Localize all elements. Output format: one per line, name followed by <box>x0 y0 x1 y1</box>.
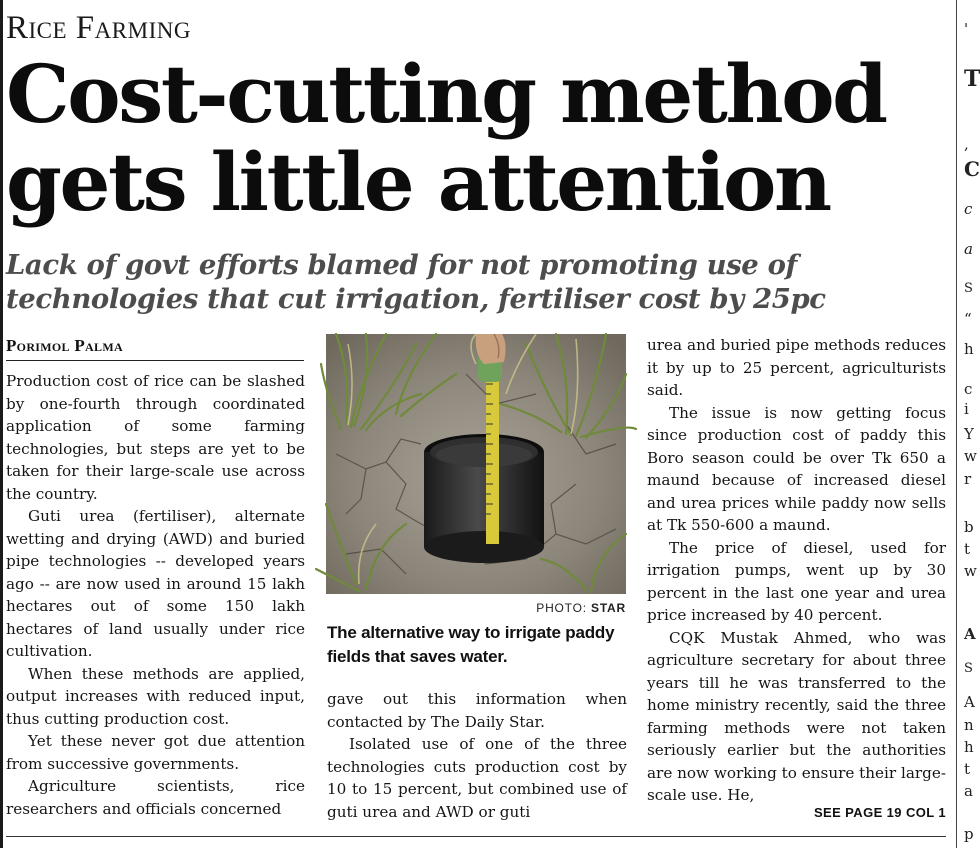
left-page-rule <box>0 0 3 848</box>
paragraph: gave out this information when contacted by The Daily Star. <box>327 690 627 731</box>
paragraph: Isolated use of one of the three technologies cuts production cost by 10 to 15 percent, but combined use of guti urea and AWD or guti <box>327 735 627 821</box>
byline: Porimol Palma <box>6 336 304 361</box>
paddy-field-photo <box>326 334 626 594</box>
paragraph: Guti urea (fertiliser), alternate wetting and drying (AWD) and buried pipe technologies -- developed years ago -- are now used in around 15 lakh hectares out of some 150 lakh hectares of land usually under rice cultivation. <box>6 507 305 660</box>
paragraph: urea and buried pipe methods reduces it by up to 25 percent, agriculturists said. <box>647 336 946 399</box>
adjacent-article-edge: ' T , C c a S “ h c i Y w r b t w A S A n h t a p <box>964 20 980 843</box>
photo-credit-source: STAR <box>591 601 626 615</box>
photo-caption: The alternative way to irrigate paddy fields that saves water. <box>327 623 615 666</box>
paragraph: When these methods are applied, output increases with reduced input, thus cutting production cost. <box>6 664 305 728</box>
paragraph: Production cost of rice can be slashed by one-fourth through coordinated application of some farming technologies, but steps are yet to be taken for their large-scale use across the country. <box>6 372 305 503</box>
photo-credit <box>327 601 626 615</box>
column-divider-rule <box>956 0 957 848</box>
continuation-jump-line: SEE PAGE 19 COL 1 <box>813 805 946 820</box>
photo-credit-prefix: PHOTO: <box>536 601 592 615</box>
section-kicker: Rice Farming <box>6 10 191 46</box>
subheadline: Lack of govt efforts blamed for not promoting use of technologies that cut irrigation, fertiliser cost by 25pc <box>6 249 826 315</box>
headline: Cost-cutting method gets little attention <box>6 47 886 229</box>
bottom-rule <box>6 836 946 837</box>
paragraph: CQK Mustak Ahmed, who was agriculture secretary for about three years till he was transferred to the home ministry recently, said the three farming methods were not taken seriously earlier but the authorities are now working to ensure their large-scale use. He, <box>647 628 947 804</box>
paragraph: The issue is now getting focus since production cost of paddy this Boro season could be over Tk 650 a maund because of increased diesel and urea prices while paddy now sells at Tk 550-600 a maund. <box>647 403 946 534</box>
body-column-3 <box>647 334 946 807</box>
paragraph: The price of diesel, used for irrigation pumps, went up by 30 percent in the last one year and urea price increased by 40 percent. <box>647 538 946 624</box>
body-column-2 <box>327 688 627 823</box>
body-column-1 <box>6 370 305 820</box>
paragraph: Yet these never got due attention from successive governments. <box>6 732 305 773</box>
paragraph: Agriculture scientists, rice researchers and officials concerned <box>6 777 305 818</box>
